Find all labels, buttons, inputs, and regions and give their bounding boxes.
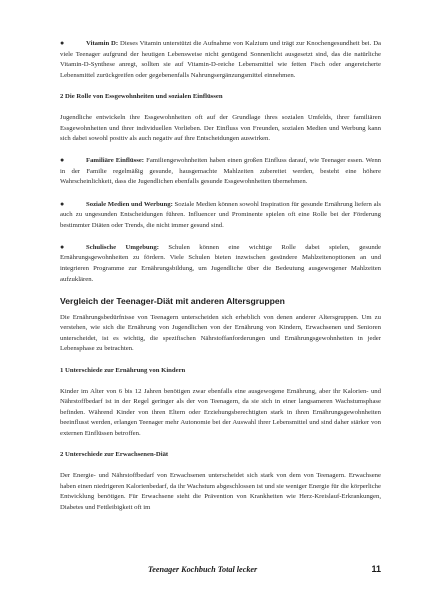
section-heading: 1 Unterschiede zur Ernährung von Kindern (60, 366, 186, 374)
chapter-heading: Vergleich der Teenager-Diät mit anderen Altersgruppen (60, 295, 285, 306)
section-heading: 2 Die Rolle von Essgewohnheiten und sozialen Einflüssen (60, 92, 223, 100)
bullet-term: Soziale Medien und Werbung: (86, 200, 173, 208)
page-number: 11 (371, 564, 381, 574)
bullet-icon: ● (60, 242, 65, 251)
bullet-text: Soziale Medien können sowohl Inspiration für gesunde Ernährung liefern als auch zu ungesunden Entscheidungen führen. Influencer und Prominente spielen oft eine Rolle bei der Förderung bestimmter Diäten oder Trends, die nicht immer gesund sind. (60, 200, 382, 229)
bullet-vitamin-d (60, 38, 381, 81)
book-title: Teenager Kochbuch Total lecker (148, 565, 258, 574)
page-body (60, 38, 381, 524)
bullet-family (60, 155, 381, 188)
bullet-icon: ● (60, 156, 65, 165)
page-footer (60, 565, 381, 577)
bullet-term: Familiäre Einflüsse: (86, 157, 145, 165)
paragraph: Jugendliche entwickeln ihre Essgewohnheiten oft auf der Grundlage ihres sozialen Umfelds, ihrer familiären Essgewohnheiten und ihrer individuellen Vorlieben. Der Einfluss von Freunden, sozialen Medien und Werbung kann sich dabei sowohl positiv als auch negativ auf ihre Entscheidungen auswirken. (60, 113, 381, 143)
bullet-text: Schulen können eine wichtige Rolle dabei spielen, gesunde Ernährungsgewohnheiten zu fördern. Viele Schulen bieten inzwischen gesündere Mahlzeitenoptionen an und integrieren Programme zur Ernährungsbildung, um Jugendliche über die Bedeutung ausgewogener Mahlzeiten aufzuklären. (60, 243, 381, 283)
bullet-text: Familiengewohnheiten haben einen großen Einfluss darauf, wie Teenager essen. Wenn in der Familie regelmäßig gesunde, hausgemachte Mahlzeiten zubereitet werden, besteht eine höhere Wahrscheinlichkeit, dass die Jugendlichen ebenfalls gesunde Essgewohnheiten übernehmen. (60, 157, 382, 186)
paragraph: Die Ernährungsbedürfnisse von Teenagern unterscheiden sich erheblich von denen anderer Altersgruppen. Um zu verstehen, wie sich die Ernährung von Jugendlichen von der Ernährung von Kindern, Erwachsenen und Senioren unterscheidet, ist es wichtig, die spezifischen Nährstoffanforderungen und Ernährungsgewohnheiten in jeder Lebensphase zu betrachten. (60, 313, 381, 353)
bullet-term: Schulische Umgebung: (86, 243, 159, 251)
bullet-text: Dieses Vitamin unterstützt die Aufnahme von Kalzium und trägt zur Knochengesundheit bei. Da viele Teenager aufgrund der heutigen Lebensweise nicht genügend Sonnenlicht ausgesetzt sind, das die natürliche Vitamin-D-Synthese anregt, sollten sie auf Vitamin-D-reiche Lebensmittel wie fetten Fisch oder angereicherte Lebensmittel zurückgreifen oder gegebenenfalls Nahrungsergänzungsmittel einnehmen. (60, 40, 381, 79)
bullet-icon: ● (60, 39, 65, 47)
section-heading: 2 Unterschiede zur Erwachsenen-Diät (60, 451, 169, 459)
paragraph: Kinder im Alter von 6 bis 12 Jahren benötigen zwar ebenfalls eine ausgewogene Ernährung, aber ihr Kalorien- und Nährstoffbedarf ist in der Regel geringer als der von Teenagern, da sie sich in einer langsameren Wachstumsphase befinden. Während Kinder von ihren Eltern oder Erziehungsberechtigten stark in ihren Ernährungsgewohnheiten beeinflusst werden, erlangen Teenager mehr Autonomie bei der Auswahl ihrer Lebensmittel und sind daher stärker von externen Einflüssen betroffen. (60, 387, 381, 438)
paragraph: Der Energie- und Nährstoffbedarf von Erwachsenen unterscheidet sich stark von dem von Teenagern. Erwachsene haben einen niedrigeren Kalorienbedarf, da ihr Wachstum abgeschlossen ist und sie weniger Energie für die körperliche Entwicklung benötigen. Für Erwachsene steht die Prävention von Krankheiten wie Herz-Kreislauf-Erkrankungen, Diabetes und Fettleibigkeit oft im (60, 472, 381, 511)
bullet-icon: ● (60, 199, 65, 208)
bullet-term: Vitamin D: (86, 40, 119, 47)
bullet-school (60, 242, 381, 285)
bullet-social-media (60, 199, 381, 232)
